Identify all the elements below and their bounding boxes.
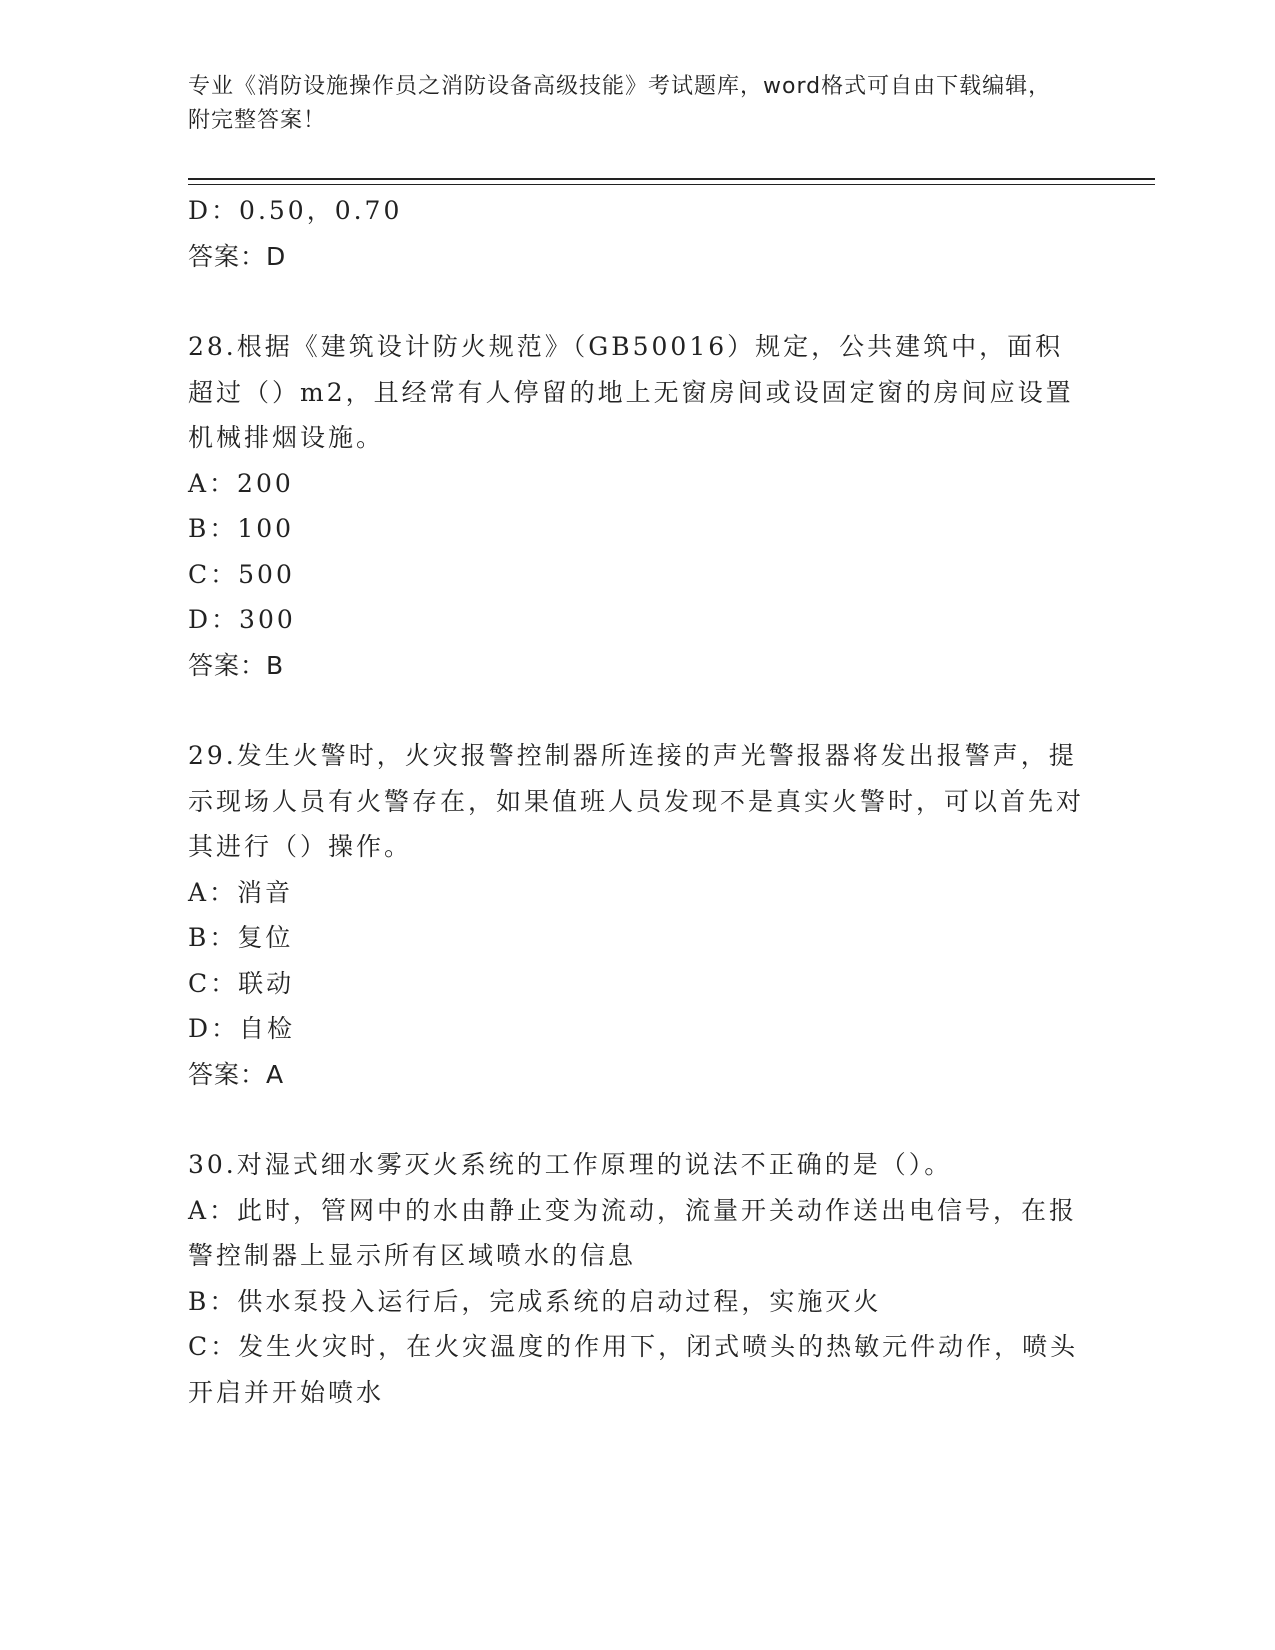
question-text: 29.发生火警时，火灾报警控制器所连接的声光警报器将发出报警声，提示现场人员有火警存在，如果值班人员发现不是真实火警时，可以首先对其进行（）操作。 — [188, 741, 1085, 861]
option-c: C：500 — [188, 559, 295, 589]
option-b: B：供水泵投入运行后，完成系统的启动过程，实施灭火 — [188, 1286, 882, 1316]
option-a: A：此时，管网中的水由静止变为流动，流量开关动作送出电信号，在报警控制器上显示所有区域喷水的信息 — [188, 1195, 1078, 1270]
page-header: 专业《消防设施操作员之消防设备高级技能》考试题库，word格式可自由下载编辑，附完整答案！ — [188, 74, 1052, 133]
option-a: A：消音 — [188, 877, 294, 907]
option-d: D：自检 — [188, 1014, 296, 1043]
option-c: C：发生火灾时，在火灾温度的作用下，闭式喷头的热敏元件动作，喷头开启并开始喷水 — [188, 1332, 1079, 1407]
option-c: C：联动 — [188, 968, 295, 998]
question-text: 28.根据《建筑设计防火规范》（GB50016）规定，公共建筑中，面积超过（）m2，且经常有人停留的地上无窗房间或设固定窗的房间应设置机械排烟设施。 — [188, 332, 1074, 452]
option-d: D：0.50，0.70 — [188, 196, 403, 225]
previous-question-tail — [188, 188, 1088, 279]
question-28 — [188, 324, 1088, 688]
option-a: A：200 — [188, 468, 294, 498]
header-rule-thick — [188, 178, 1155, 180]
option-b: B：100 — [188, 514, 295, 543]
option-d: D：300 — [188, 605, 296, 634]
option-b: B：复位 — [188, 923, 294, 952]
question-29 — [188, 733, 1088, 1097]
answer: 答案：A — [188, 1059, 285, 1089]
question-text: 30.对湿式细水雾灭火系统的工作原理的说法不正确的是（）。 — [188, 1150, 953, 1179]
question-30 — [188, 1142, 1088, 1415]
header-rule-thin — [188, 184, 1155, 185]
document-body — [188, 188, 1088, 1415]
answer: 答案：D — [188, 241, 287, 271]
answer: 答案：B — [188, 650, 285, 680]
